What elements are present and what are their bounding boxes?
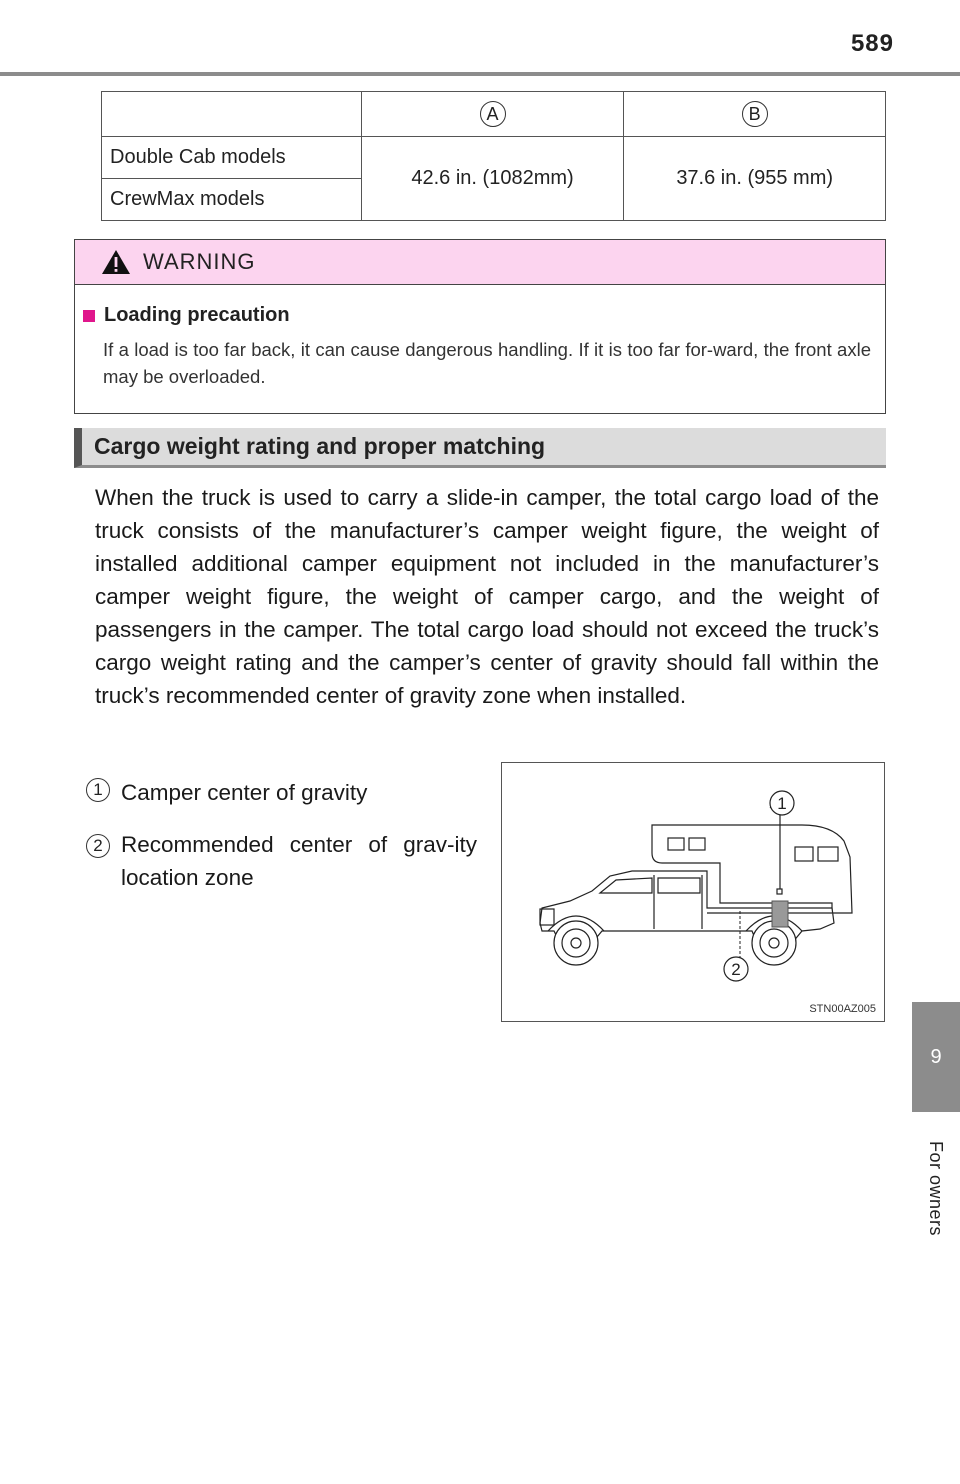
- warning-body: If a load is too far back, it can cause dangerous handling. If it is too far for-ward, the front axle may be overloaded.: [103, 339, 871, 387]
- section-title: Cargo weight rating and proper matching: [94, 433, 546, 459]
- table-row: [102, 137, 886, 179]
- figure-callout-1: 1: [777, 794, 787, 813]
- legend-text-2: Recommended center of grav-ity location zone: [121, 832, 477, 890]
- table-header-row: [102, 92, 886, 137]
- body-paragraph: When the truck is used to carry a slide-in camper, the total cargo load of the truck consists of the manufacturer’s camper weight figure, the weight of installed additional camper equipment not included in the manufacturer’s camper weight figure, the weight of camper cargo, and the weight of passengers in the camper. The total cargo load should not exceed the truck’s cargo weight rating and the camper’s center of gravity should fall within the truck’s recommended center of gravity zone when installed.: [95, 485, 879, 708]
- warning-box: [74, 239, 886, 414]
- circled-b-label: B: [742, 101, 768, 127]
- dimensions-table: [101, 91, 886, 221]
- warning-triangle-icon: [101, 249, 131, 275]
- section-tab[interactable]: [912, 1002, 960, 1112]
- value-b: 37.6 in. (955 mm): [624, 137, 886, 221]
- section-tab-label: [912, 1118, 960, 1258]
- header-rule: [0, 72, 960, 76]
- section-header: [74, 428, 886, 468]
- truck-camper-figure: [501, 762, 885, 1022]
- legend-number-2: 2: [86, 834, 110, 858]
- page-number: 589: [850, 30, 894, 57]
- legend-number-1: 1: [86, 778, 110, 802]
- figure-code: STN00AZ005: [809, 1003, 876, 1015]
- value-a: 42.6 in. (1082mm): [361, 137, 624, 221]
- row-label-double-cab: Double Cab models: [102, 137, 362, 179]
- circled-a-label: A: [480, 101, 506, 127]
- truck-camper-illustration: [502, 763, 884, 1021]
- warning-title: WARNING: [143, 249, 256, 274]
- square-bullet-icon: [83, 310, 95, 322]
- warning-subtitle-text: Loading precaution: [104, 304, 290, 326]
- table-header-empty: [102, 92, 362, 137]
- section-tab-number: 9: [930, 1045, 942, 1068]
- legend-text-1: Camper center of gravity: [121, 780, 368, 805]
- warning-subtitle: [83, 304, 290, 327]
- row-label-crewmax: CrewMax models: [102, 179, 362, 221]
- section-tab-label-text: For owners: [926, 1140, 947, 1236]
- table-header-b: [624, 92, 886, 137]
- table-header-a: [361, 92, 624, 137]
- warning-header: [75, 240, 885, 285]
- figure-callout-2: 2: [731, 960, 741, 979]
